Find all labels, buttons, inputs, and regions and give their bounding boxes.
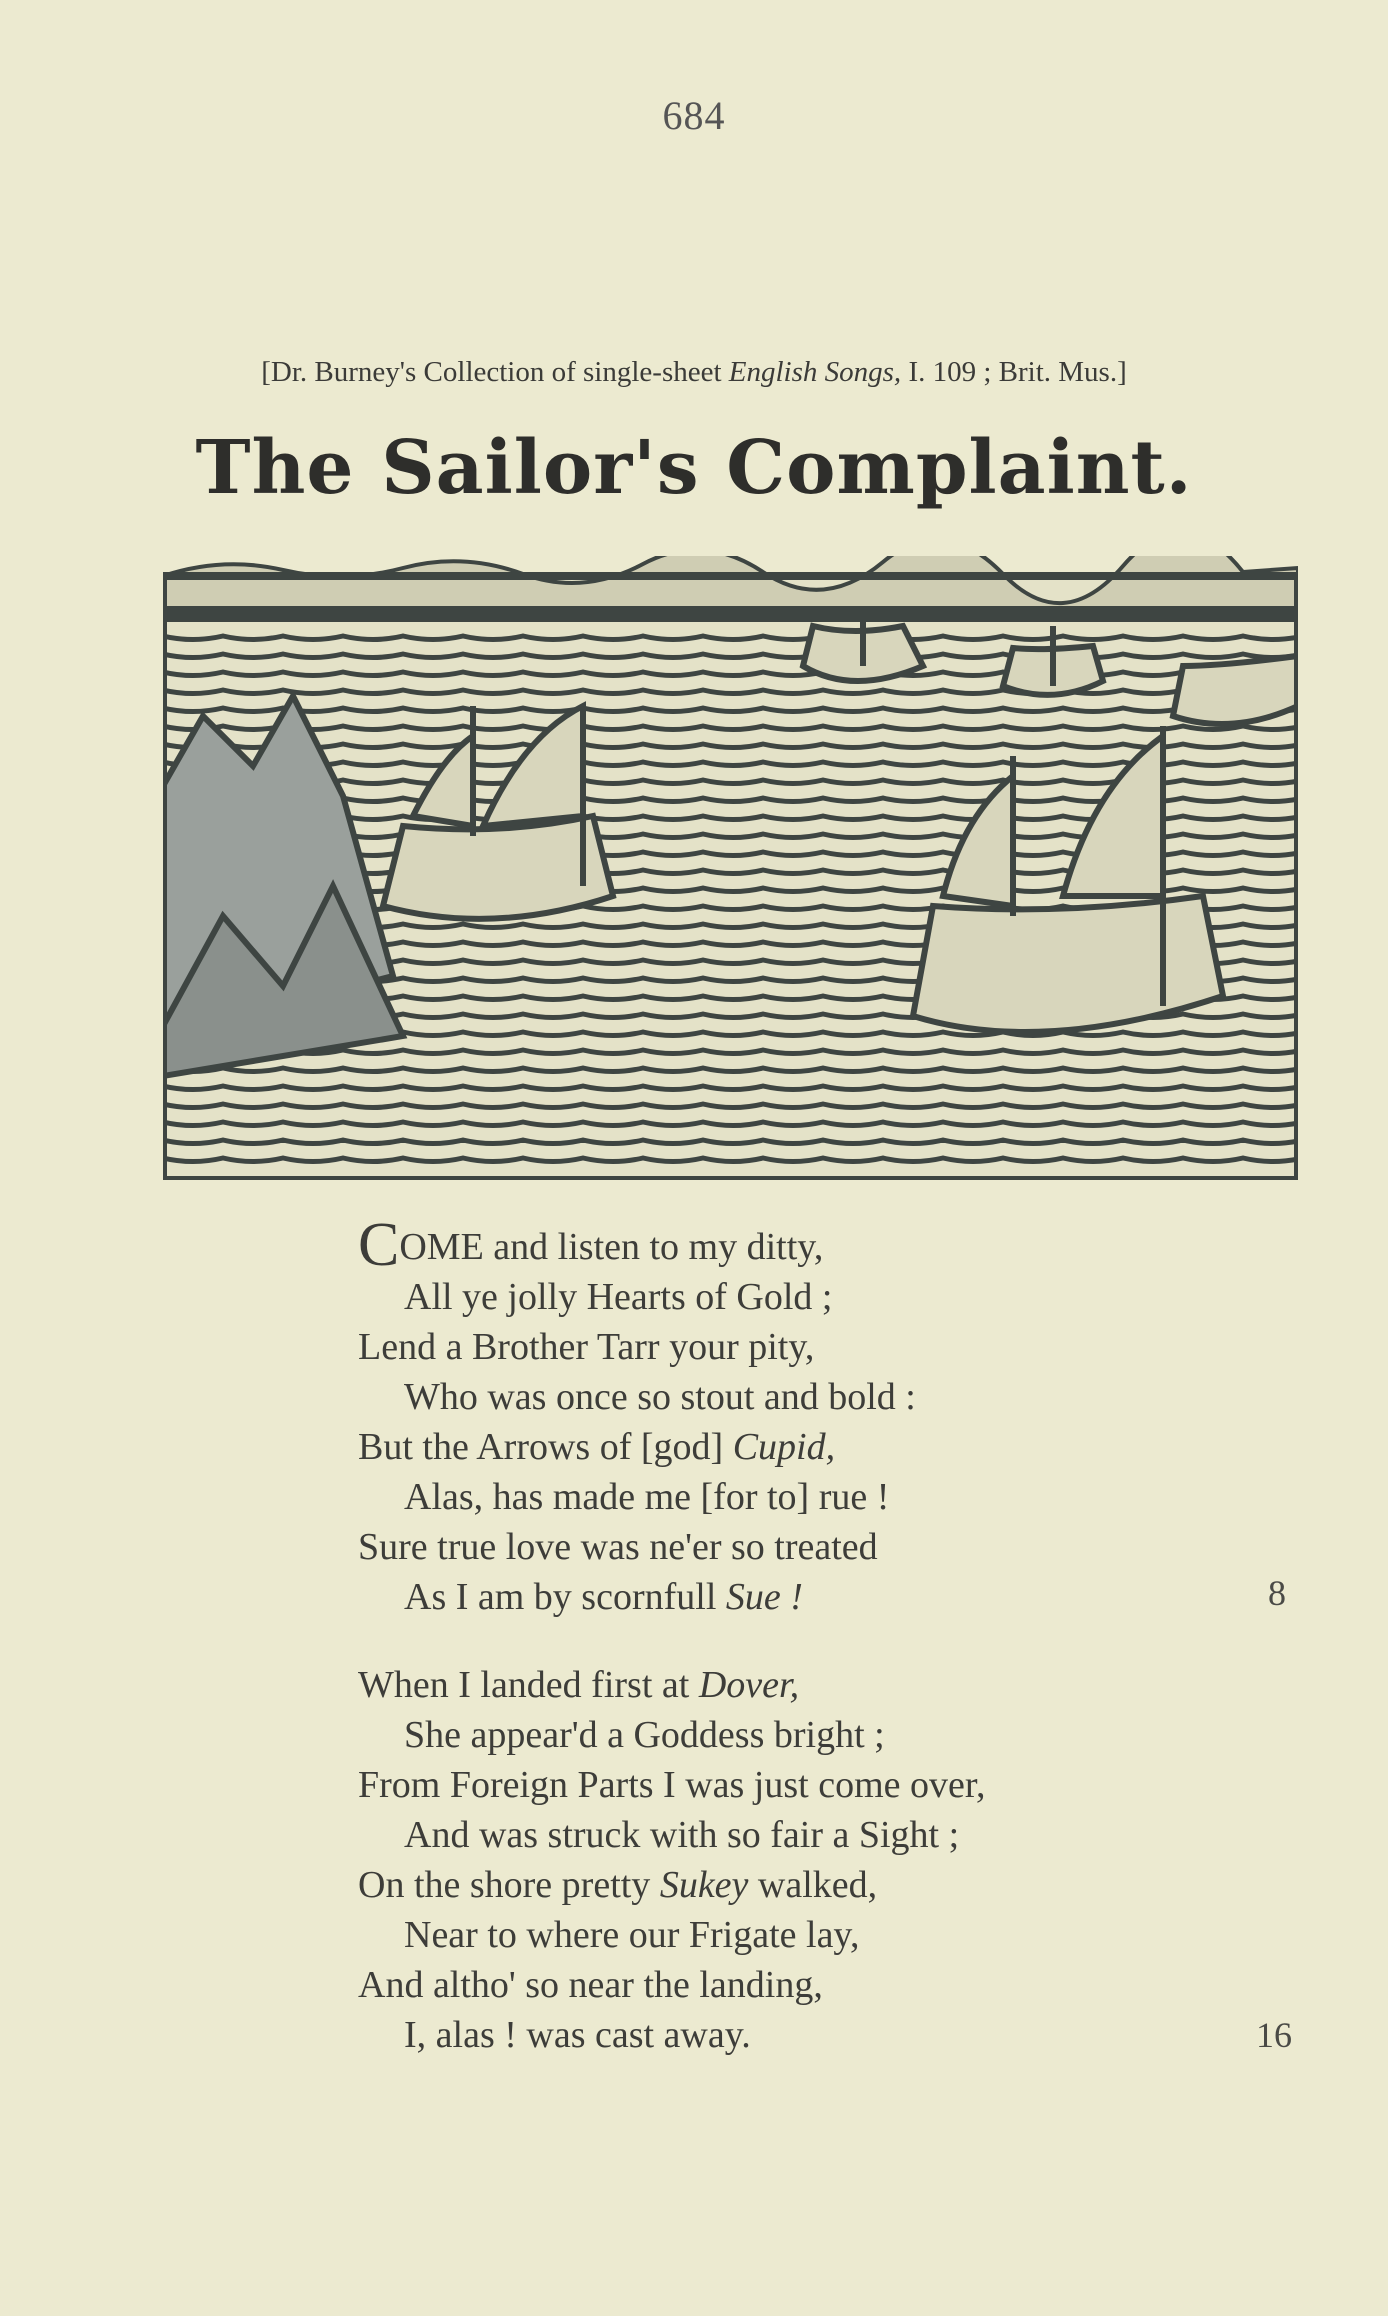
verse-line: And was struck with so fair a Sight ; — [404, 1814, 960, 1856]
poem-title: The Sailor's Complaint. — [195, 425, 1193, 511]
verse-line-italic: Sukey — [659, 1864, 749, 1906]
verse-line-text: walked, — [748, 1864, 878, 1906]
stanza-1 — [358, 1211, 1258, 1622]
page-number: 684 — [662, 93, 726, 138]
verse-line: I, alas ! was cast away. — [404, 2014, 751, 2056]
verse-line: Lend a Brother Tarr your pity, — [358, 1326, 815, 1368]
verse-line: All ye jolly Hearts of Gold ; — [404, 1276, 833, 1318]
verse-line-text: As I am by scornfull — [404, 1576, 726, 1618]
ships-woodcut-illustration — [163, 556, 1298, 1180]
verse-line-text: On the shore pretty — [358, 1864, 660, 1906]
line-number: 16 — [1256, 2015, 1292, 2055]
verse-line-italic: Dover, — [698, 1664, 800, 1706]
source-note-suffix: I. 109 ; Brit. Mus.] — [901, 356, 1127, 388]
verse-line-italic: Sue ! — [725, 1576, 803, 1618]
verse-line-italic: Cupid, — [732, 1426, 836, 1468]
stanza-2 — [358, 1660, 1258, 2060]
verse-line: Near to where our Frigate lay, — [404, 1914, 860, 1956]
verse-line — [358, 1422, 1258, 1472]
verse-line: And altho' so near the landing, — [358, 1964, 823, 2006]
source-note-title: English Songs, — [728, 356, 902, 388]
verse-line — [358, 1660, 1258, 1710]
source-note — [0, 356, 1388, 389]
drop-cap: C — [358, 1211, 400, 1279]
verse-line: Sure true love was ne'er so treated — [358, 1526, 878, 1568]
source-note-prefix: [Dr. Burney's Collection of single-sheet — [261, 356, 729, 388]
verse-line: From Foreign Parts I was just come over, — [358, 1764, 986, 1806]
verse-line-text: But the Arrows of [god] — [358, 1426, 733, 1468]
verse-line — [358, 1860, 1258, 1910]
verse-line: Who was once so stout and bold : — [404, 1376, 916, 1418]
verse-line: Alas, has made me [for to] rue ! — [404, 1476, 890, 1518]
verse-line — [358, 1211, 1258, 1279]
line-number: 8 — [1268, 1573, 1286, 1613]
verse-line: She appear'd a Goddess bright ; — [404, 1714, 885, 1756]
verse-line — [358, 1572, 1258, 1622]
verse-line-text: OME and listen to my ditty, — [399, 1226, 824, 1268]
verse-line-text: When I landed first at — [358, 1664, 699, 1706]
